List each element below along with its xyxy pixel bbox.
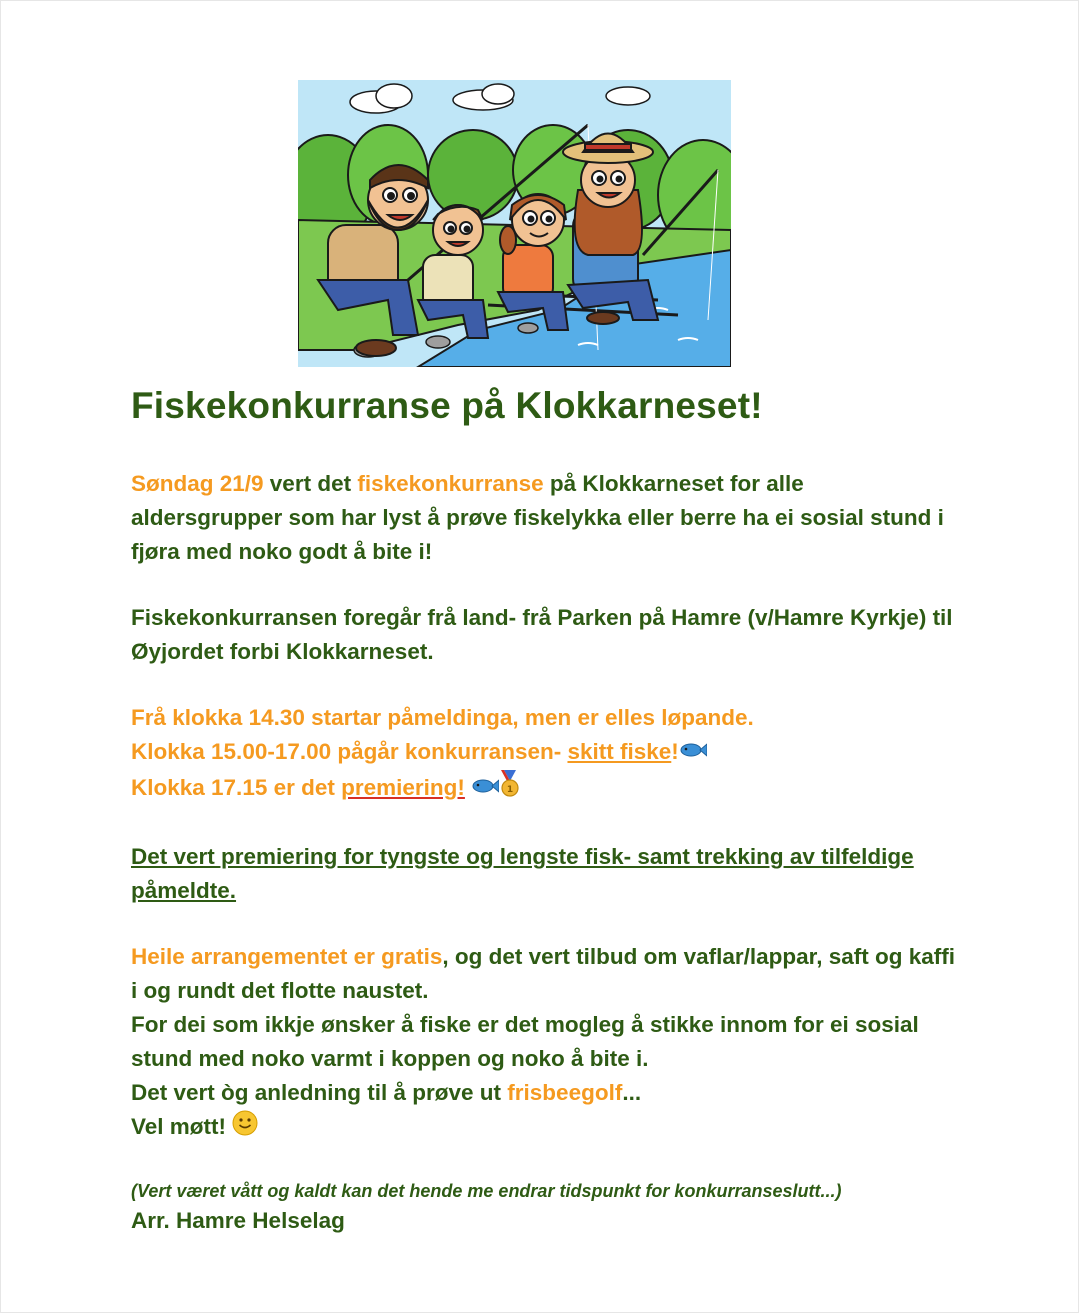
location-paragraph: Fiskekonkurransen foregår frå land- frå Parken på Hamre (v/Hamre Kyrkje) til Øyjordet forbi Klokkarneset.	[131, 605, 953, 664]
free-highlight: Heile arrangementet er gratis	[131, 944, 443, 970]
premiering-link[interactable]: premiering!	[341, 775, 465, 800]
skitt-fiske-link[interactable]: skitt fiske	[567, 739, 672, 764]
welcome-line: Vel møtt!	[131, 1114, 233, 1140]
hero-illustration	[298, 80, 731, 367]
event-date: Søndag 21/9	[131, 471, 264, 496]
prizes-paragraph: Det vert premiering for tyngste og lengste fisk- samt trekking av tilfeldige påmeldte.	[131, 844, 914, 904]
schedule-paragraph: Frå klokka 14.30 startar påmeldinga, men er elles løpande. Klokka 15.00-17.00 pågår konkurransen- skitt fiske! Klokka 17.15 er det premiering! 1	[131, 701, 961, 808]
page-title: Fiskekonkurranse på Klokkarneset!	[131, 385, 763, 426]
fish-icon	[679, 736, 707, 770]
smile-icon	[232, 1110, 258, 1146]
event-name: fiskekonkurranse	[357, 471, 544, 496]
svg-text:1: 1	[507, 785, 514, 796]
fish-icon	[471, 772, 499, 806]
organizer: Arr. Hamre Helselag	[131, 1208, 345, 1234]
announcement-body	[131, 380, 961, 1237]
schedule-line-registration: Frå klokka 14.30 startar påmeldinga, men er elles løpande.	[131, 705, 754, 730]
info-paragraph: Heile arrangementet er gratis, og det vert tilbud om vaflar/lappar, saft og kaffi i og rundt det flotte naustet. For dei som ikkje ønsker å fiske er det mogleg å stikke innom for ei sosial stund med noko varmt i koppen og noko å bite i. Det vert òg anledning til å prøve ut frisbeegolf... Vel møtt!	[131, 940, 961, 1146]
intro-paragraph: Søndag 21/9 vert det fiskekonkurranse på Klokkarneset for alle aldersgrupper som har lyst å prøve fiskelykka eller berre ha ei sosial stund i fjøra med noko godt å bite i!	[131, 471, 944, 564]
weather-note: (Vert været vått og kaldt kan det hende me endrar tidspunkt for konkurranseslutt...)	[131, 1181, 842, 1202]
medal-icon	[499, 770, 521, 808]
frisbeegolf-highlight: frisbeegolf	[507, 1080, 623, 1106]
